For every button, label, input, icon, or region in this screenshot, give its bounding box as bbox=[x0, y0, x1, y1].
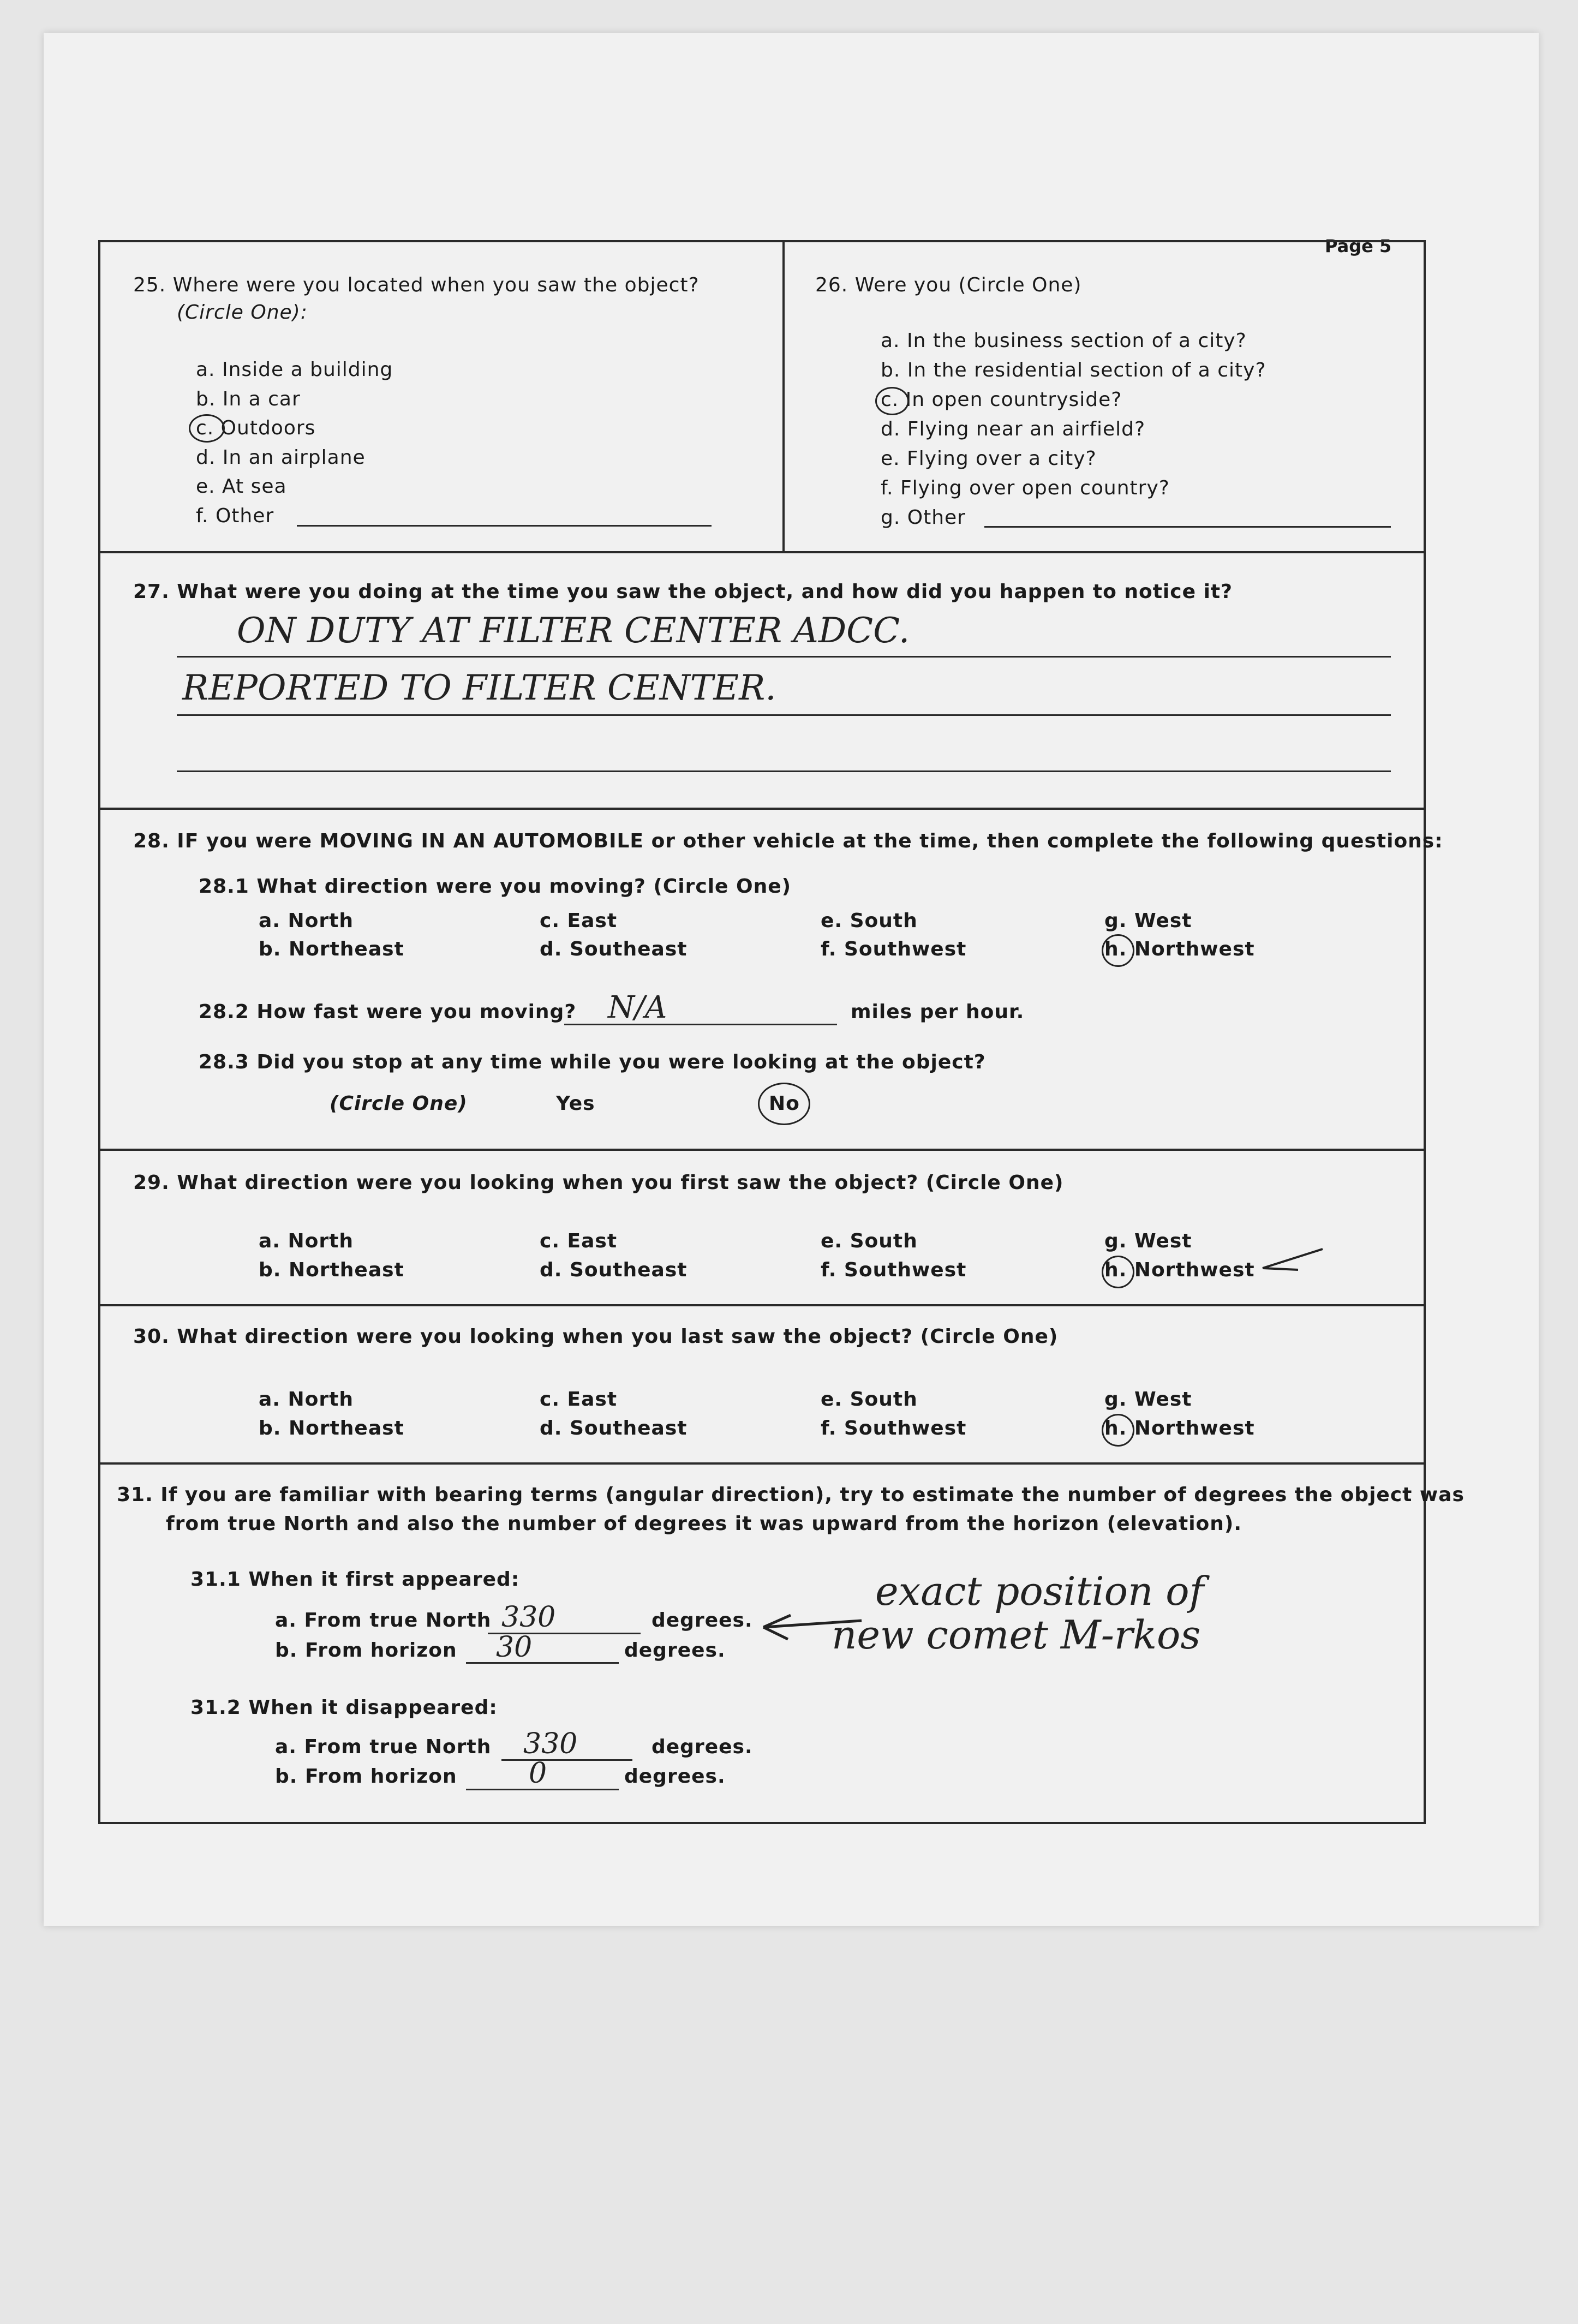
q25-option-a[interactable]: a. Inside a building bbox=[196, 359, 393, 381]
q28-2-unit: miles per hour. bbox=[851, 1001, 1025, 1023]
q31-intro-line2: from true North and also the number of degrees it was upward from the horizon (elevation). bbox=[166, 1513, 1242, 1535]
q25-other-line bbox=[297, 525, 712, 527]
q28-3-no[interactable]: No bbox=[769, 1092, 800, 1115]
q26-option-e[interactable]: e. Flying over a city? bbox=[881, 447, 1097, 470]
q28-circle-mark bbox=[1102, 934, 1134, 967]
q31-note-line1: exact position of bbox=[875, 1568, 1204, 1614]
page-number: Page 5 bbox=[1325, 236, 1392, 256]
q31-intro-line1: 31. If you are familiar with bearing terms (angular direction), try to estimate the number of degrees the object was bbox=[117, 1484, 1465, 1506]
q28-dir-f[interactable]: f. Southwest bbox=[821, 938, 967, 960]
q28-3-circle-one: (Circle One) bbox=[330, 1092, 468, 1115]
q26-option-a[interactable]: a. In the business section of a city? bbox=[881, 330, 1247, 352]
q25-circle-mark bbox=[189, 414, 225, 443]
q31-2a-label: a. From true North bbox=[275, 1736, 492, 1758]
q26-question: 26. Were you (Circle One) bbox=[815, 274, 1082, 296]
section-25-26 bbox=[100, 242, 1424, 553]
q25-sub: (Circle One): bbox=[177, 301, 308, 324]
q30-dir-a[interactable]: a. North bbox=[259, 1388, 354, 1411]
questionnaire-form bbox=[98, 240, 1465, 1824]
q31-2a-line bbox=[501, 1759, 632, 1761]
q29-circle-mark bbox=[1102, 1256, 1134, 1288]
q30-dir-h[interactable]: h. Northwest bbox=[1104, 1417, 1255, 1439]
q28-dir-e[interactable]: e. South bbox=[821, 910, 918, 932]
q28-dir-g[interactable]: g. West bbox=[1104, 910, 1192, 932]
q28-dir-h[interactable]: h. Northwest bbox=[1104, 938, 1255, 960]
q30-dir-f[interactable]: f. Southwest bbox=[821, 1417, 967, 1439]
q28-3-circle-mark bbox=[758, 1083, 810, 1125]
q30-question: 30. What direction were you looking when you last saw the object? (Circle One) bbox=[133, 1325, 1059, 1348]
q31-1b-value: 30 bbox=[496, 1631, 533, 1664]
q26-option-c[interactable]: c. In open countryside? bbox=[881, 389, 1122, 411]
q30-dir-e[interactable]: e. South bbox=[821, 1388, 918, 1411]
q30-dir-d[interactable]: d. Southeast bbox=[540, 1417, 688, 1439]
q27-line-3 bbox=[177, 770, 1391, 772]
section-28 bbox=[100, 810, 1443, 1151]
q28-dir-c[interactable]: c. East bbox=[540, 910, 618, 932]
q26-option-d[interactable]: d. Flying near an airfield? bbox=[881, 418, 1146, 440]
q29-dir-f[interactable]: f. Southwest bbox=[821, 1259, 967, 1281]
q28-3-question: 28.3 Did you stop at any time while you were looking at the object? bbox=[199, 1051, 986, 1073]
q25-question: 25. Where were you located when you saw the object? bbox=[133, 274, 700, 296]
q31-2b-line bbox=[466, 1789, 619, 1790]
q26-circle-mark bbox=[875, 387, 909, 415]
column-divider bbox=[782, 242, 785, 553]
q29-dir-h[interactable]: h. Northwest bbox=[1104, 1259, 1255, 1281]
q31-2a-degrees: degrees. bbox=[651, 1736, 753, 1758]
q26-option-g[interactable]: g. Other bbox=[881, 506, 966, 529]
q27-line-2 bbox=[177, 714, 1391, 716]
q30-dir-c[interactable]: c. East bbox=[540, 1388, 618, 1411]
q31-1b-degrees: degrees. bbox=[624, 1639, 726, 1662]
q31-2b-degrees: degrees. bbox=[624, 1765, 726, 1788]
q29-dir-e[interactable]: e. South bbox=[821, 1230, 918, 1252]
section-31 bbox=[100, 1465, 1465, 1822]
q29-dir-a[interactable]: a. North bbox=[259, 1230, 354, 1252]
q31-1-question: 31.1 When it first appeared: bbox=[190, 1568, 520, 1591]
check-mark-icon bbox=[1260, 1244, 1325, 1276]
q25-option-e[interactable]: e. At sea bbox=[196, 475, 287, 498]
q31-1b-line bbox=[466, 1662, 619, 1664]
q25-option-c[interactable]: c. Outdoors bbox=[196, 417, 316, 439]
q29-dir-b[interactable]: b. Northeast bbox=[259, 1259, 404, 1281]
q30-dir-b[interactable]: b. Northeast bbox=[259, 1417, 404, 1439]
q27-answer-line1: ON DUTY AT FILTER CENTER ADCC. bbox=[237, 611, 910, 651]
q30-dir-g[interactable]: g. West bbox=[1104, 1388, 1192, 1411]
q28-2-answer: N/A bbox=[608, 990, 667, 1025]
q29-dir-d[interactable]: d. Southeast bbox=[540, 1259, 688, 1281]
q31-1a-degrees: degrees. bbox=[651, 1609, 753, 1632]
q27-line-1 bbox=[177, 656, 1391, 658]
section-30 bbox=[100, 1306, 1424, 1465]
q31-2b-value: 0 bbox=[529, 1757, 547, 1790]
q28-dir-a[interactable]: a. North bbox=[259, 910, 354, 932]
q27-question: 27. What were you doing at the time you saw the object, and how did you happen to notice it? bbox=[133, 581, 1233, 603]
q31-1a-label: a. From true North bbox=[275, 1609, 492, 1632]
q29-question: 29. What direction were you looking when you first saw the object? (Circle One) bbox=[133, 1172, 1064, 1194]
q26-option-b[interactable]: b. In the residential section of a city? bbox=[881, 359, 1266, 381]
q31-2b-label: b. From horizon bbox=[275, 1765, 457, 1788]
q28-1-question: 28.1 What direction were you moving? (Circle One) bbox=[199, 875, 792, 898]
q25-option-d[interactable]: d. In an airplane bbox=[196, 446, 366, 469]
q28-3-yes[interactable]: Yes bbox=[556, 1092, 595, 1115]
q29-dir-c[interactable]: c. East bbox=[540, 1230, 618, 1252]
q31-1b-label: b. From horizon bbox=[275, 1639, 457, 1662]
q30-circle-mark bbox=[1102, 1414, 1134, 1447]
section-29 bbox=[100, 1151, 1424, 1306]
q27-answer-line2: REPORTED TO FILTER CENTER. bbox=[182, 668, 776, 708]
q25-option-b[interactable]: b. In a car bbox=[196, 388, 301, 410]
q26-option-f[interactable]: f. Flying over open country? bbox=[881, 477, 1170, 499]
q28-2-question: 28.2 How fast were you moving? bbox=[199, 1001, 577, 1023]
q28-question: 28. IF you were MOVING IN AN AUTOMOBILE or other vehicle at the time, then complete the following questions: bbox=[133, 830, 1443, 852]
q26-other-line bbox=[984, 526, 1391, 528]
q28-dir-b[interactable]: b. Northeast bbox=[259, 938, 404, 960]
q28-dir-d[interactable]: d. Southeast bbox=[540, 938, 688, 960]
q31-2a-value: 330 bbox=[523, 1728, 578, 1760]
q31-2-question: 31.2 When it disappeared: bbox=[190, 1696, 498, 1719]
section-27 bbox=[100, 553, 1424, 810]
q29-dir-g[interactable]: g. West bbox=[1104, 1230, 1192, 1252]
q31-1a-value: 330 bbox=[501, 1601, 556, 1634]
q28-2-line bbox=[564, 1024, 837, 1025]
q25-option-f[interactable]: f. Other bbox=[196, 505, 274, 527]
q31-note-line2: new comet M-rkos bbox=[832, 1612, 1201, 1658]
